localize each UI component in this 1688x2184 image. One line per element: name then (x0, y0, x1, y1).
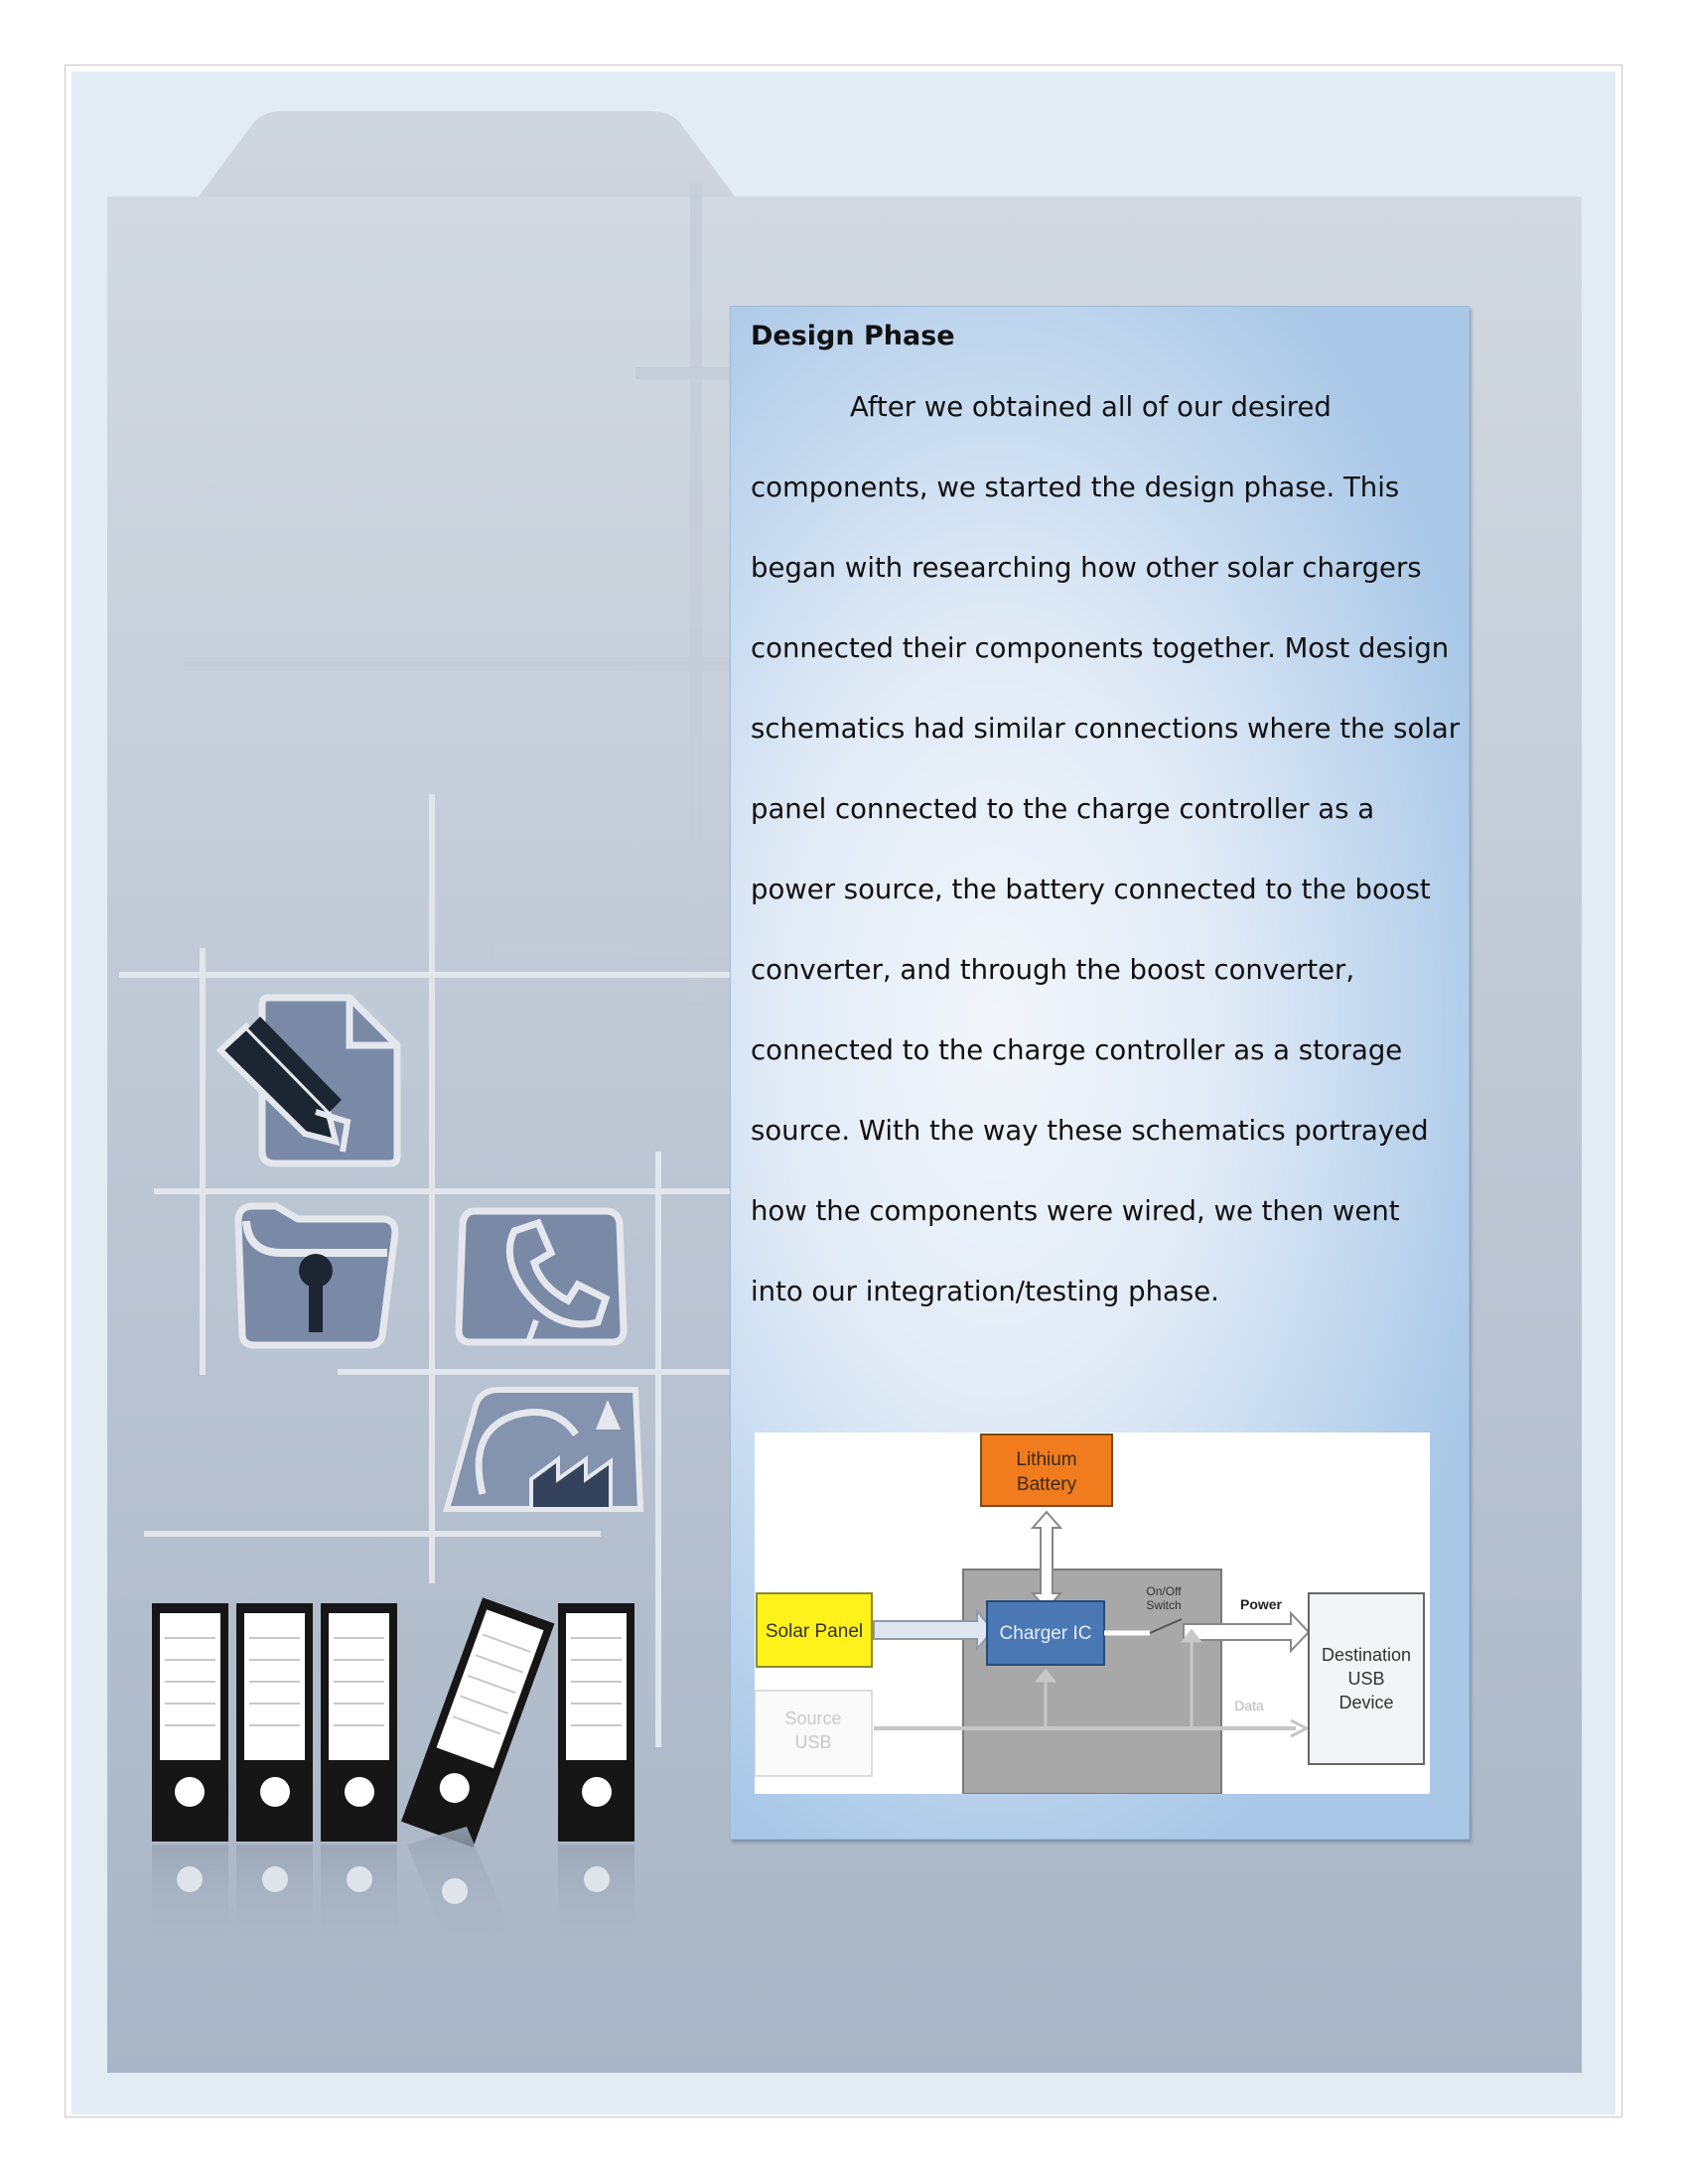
block-diagram-figure (755, 1433, 1430, 1794)
binders (152, 1597, 634, 1847)
source-usb-label: Source (784, 1708, 842, 1728)
paragraph-line: power source, the battery connected to the boost (751, 874, 1431, 905)
lithium-battery-box (981, 1434, 1112, 1506)
switch-label: Switch (1146, 1598, 1182, 1612)
binders-reflection (152, 1827, 634, 1954)
power-label: Power (1239, 1596, 1283, 1612)
body-paragraph (751, 391, 1461, 1359)
paragraph-line: After we obtained all of our desired (850, 391, 1332, 423)
data-label: Data (1234, 1698, 1264, 1713)
text-box (730, 306, 1470, 1840)
battery-label: Lithium (1016, 1449, 1077, 1470)
binder (321, 1603, 397, 1842)
source-usb-label: USB (794, 1732, 832, 1752)
paragraph-line: components, we started the design phase. This (751, 472, 1400, 503)
section-heading: Design Phase (751, 321, 955, 351)
paragraph-line: schematics had similar connections where the solar (751, 713, 1461, 745)
paragraph-line: connected their components together. Most design (751, 632, 1450, 664)
paragraph-line: panel connected to the charge controller as a (751, 793, 1375, 825)
telephone-icon (459, 1211, 624, 1342)
paragraph-line: converter, and through the boost converter, (751, 954, 1355, 986)
destination-label: Device (1338, 1693, 1394, 1712)
battery-label: Battery (1016, 1474, 1077, 1495)
paragraph-line: source. With the way these schematics portrayed (751, 1115, 1429, 1147)
factory-icon (447, 1390, 640, 1509)
binder (152, 1603, 228, 1842)
charger-ic-label: Charger IC (999, 1623, 1092, 1644)
paragraph-line: connected to the charge controller as a storage (751, 1034, 1403, 1066)
paragraph-line: how the components were wired, we then went (751, 1195, 1400, 1227)
destination-label: Destination (1321, 1645, 1412, 1665)
binder (558, 1603, 634, 1842)
solar-panel-label: Solar Panel (765, 1621, 864, 1642)
paragraph-line: began with researching how other solar chargers (751, 552, 1422, 584)
battery-charger-arrow (1033, 1512, 1060, 1609)
destination-label: USB (1347, 1669, 1385, 1689)
switch-label: On/Off (1146, 1584, 1182, 1598)
binder (236, 1603, 313, 1842)
paragraph-line: into our integration/testing phase. (751, 1276, 1219, 1307)
folder-lock-icon (238, 1206, 395, 1345)
block-diagram (755, 1433, 1430, 1794)
